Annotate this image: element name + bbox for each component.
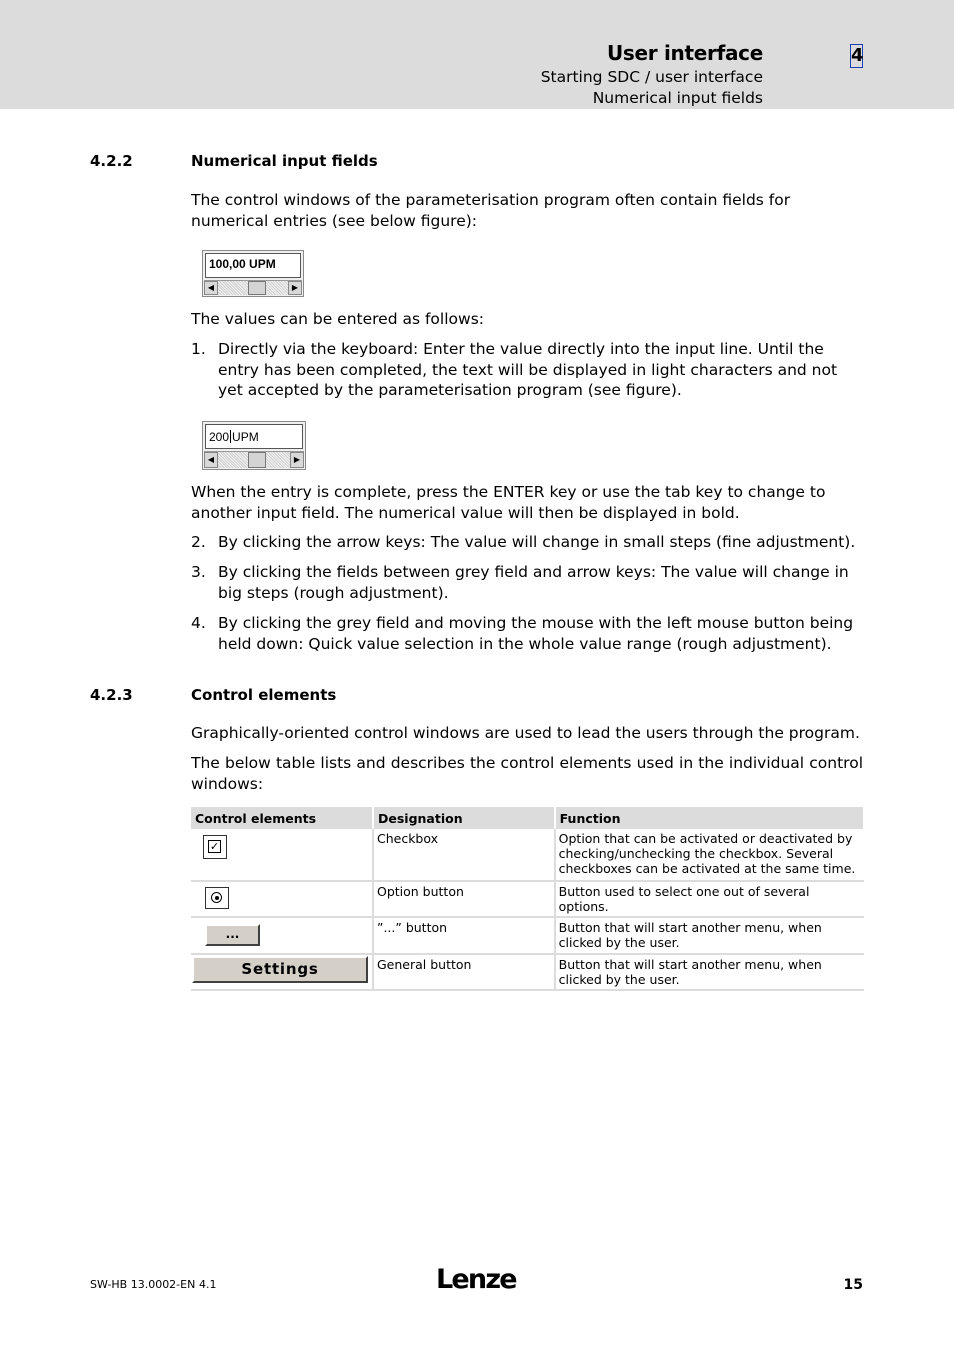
unit-label: UPM [232, 430, 259, 444]
numeric-input-field[interactable] [205, 424, 303, 449]
numeric-input-field[interactable] [205, 253, 301, 278]
numeric-input-widget-editing[interactable] [202, 421, 306, 470]
chapter-number: 4 [851, 45, 864, 66]
list-text: By clicking the grey field and moving the mouse with the left mouse button being held down: Quick value selection in the whole value range (rough adjustment). [218, 614, 854, 653]
table-row [191, 954, 863, 990]
table-header-cell: Control elements [191, 807, 373, 829]
document-id: SW-HB 13.0002-EN [90, 1278, 196, 1291]
table-header-cell: Designation [373, 807, 555, 829]
section-title: Numerical input fields [191, 152, 378, 170]
section-number: 4.2.2 [90, 152, 133, 170]
header-band [0, 0, 954, 109]
after-entry-paragraph: When the entry is complete, press the ENTER key or use the tab key to change to another input field. The numerical value will then be displayed in bold. [191, 483, 826, 522]
list-text: By clicking the fields between grey field and arrow keys: The value will change in big steps (rough adjustment). [218, 563, 849, 602]
list-item [191, 339, 863, 401]
section-title: Control elements [191, 686, 337, 704]
function-cell: Button used to select one out of several options. [555, 881, 863, 917]
arrow-left-icon[interactable]: ◀ [204, 281, 218, 295]
designation-cell: General button [373, 954, 555, 990]
check-mark-icon: ✓ [209, 840, 220, 853]
radio-icon[interactable] [205, 887, 229, 909]
arrow-right-icon[interactable]: ▶ [288, 281, 302, 295]
numeric-value: 100,00 UPM [209, 257, 276, 271]
text-caret [230, 430, 231, 443]
header-subtitle-2: Numerical input fields [592, 89, 763, 107]
control-intro-paragraph: Graphically-oriented control windows are used to lead the users through the program. [191, 724, 860, 742]
checkbox-icon[interactable] [203, 835, 227, 859]
intro-paragraph: The control windows of the parameterisation program often contain fields for numerical entries (see below figure): [191, 191, 791, 230]
function-cell: Button that will start another menu, when clicked by the user. [555, 917, 863, 954]
function-cell: Option that can be activated or deactivated by checking/unchecking the checkbox. Several checkboxes can be activated at the same time. [555, 829, 863, 881]
list-text: By clicking the arrow keys: The value will change in small steps (fine adjustment). [218, 533, 856, 551]
table-row [191, 829, 863, 881]
table-row [191, 881, 863, 917]
page-number: 15 [843, 1277, 863, 1293]
list-number: 2. [191, 533, 206, 551]
list-number: 4. [191, 614, 206, 632]
control-elements-table [191, 807, 864, 991]
dots-button[interactable]: ... [205, 924, 260, 946]
list-text: Directly via the keyboard: Enter the value directly into the input line. Until the entry has been completed, the text will be displayed in light characters and not yet accepted by the parameterisation program (see figure). [218, 340, 838, 399]
settings-button[interactable]: Settings [192, 956, 368, 983]
list-item [191, 613, 863, 654]
list-item [191, 562, 863, 603]
table-intro-paragraph: The below table lists and describes the control elements used in the individual control windows: [191, 754, 863, 793]
arrow-right-icon[interactable]: ▶ [290, 452, 304, 468]
arrow-left-icon[interactable]: ◀ [204, 452, 218, 468]
header-subtitle-1: Starting SDC / user interface [540, 68, 763, 86]
scrollbar-thumb[interactable] [248, 452, 266, 468]
designation-cell: Option button [373, 881, 555, 917]
scrollbar-thumb[interactable] [248, 281, 266, 295]
function-cell: Button that will start another menu, when clicked by the user. [555, 954, 863, 990]
entry-methods-intro: The values can be entered as follows: [191, 310, 484, 328]
value-scrollbar[interactable] [204, 451, 304, 468]
document-version: 4.1 [199, 1278, 217, 1291]
numeric-input-widget[interactable] [202, 250, 304, 297]
typed-value: 200 [209, 430, 230, 444]
value-scrollbar[interactable] [204, 280, 302, 295]
lenze-logo: Lenze [436, 1264, 516, 1295]
table-header-cell: Function [555, 807, 863, 829]
list-number: 3. [191, 563, 206, 581]
designation-cell: Checkbox [373, 829, 555, 881]
list-item [191, 532, 863, 553]
table-row [191, 917, 863, 954]
header-title: User interface [606, 41, 763, 65]
list-number: 1. [191, 340, 206, 358]
section-number: 4.2.3 [90, 686, 133, 704]
designation-cell: ”...” button [373, 917, 555, 954]
